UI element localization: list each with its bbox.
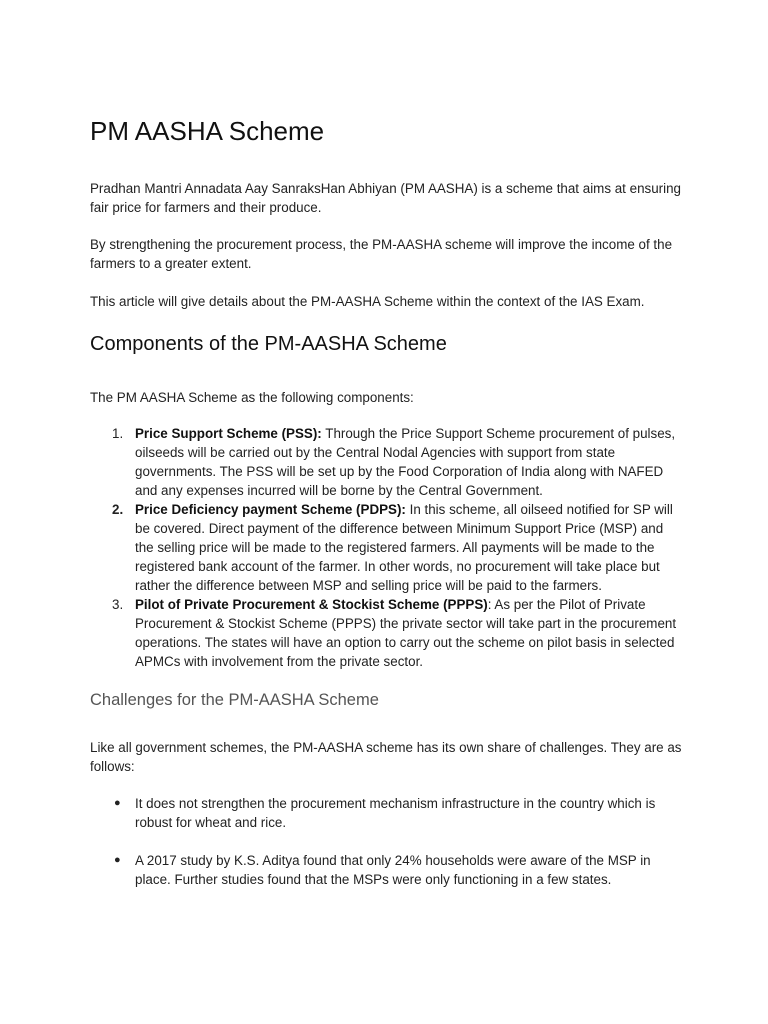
list-item-text: Through the Price Support Scheme procurement of pulses, oilseeds will be carried out by the Central Nodal Agencies with support from state governments. The PSS will be set up by the Food Corporation of India along with NAFED and any expenses incurred will be borne by the Central Government. [135, 426, 676, 498]
list-item-text: : As per the Pilot of Private Procurement & Stockist Scheme (PPPS) the private sector will take part in the procurement operations. The states will have an option to carry out the scheme on pilot basis in selected APMCs with involvement from the private sector. [135, 597, 677, 669]
list-item-term: Pilot of Private Procurement & Stockist Scheme (PPPS) [135, 597, 488, 612]
list-item-pss [90, 424, 682, 500]
list-item-term: Price Deficiency payment Scheme (PDPS): [135, 502, 406, 517]
bullet-icon: ● [114, 797, 121, 809]
challenges-list-item-2 [90, 851, 682, 889]
list-item-ppps [90, 595, 682, 671]
document-title: PM AASHA Scheme [90, 116, 325, 146]
list-item-text: In this scheme, all oilseed notified for SP will be covered. Direct payment of the difference between Minimum Support Price (MSP) and the selling price will be made to the registered farmers. All payments will be made to the registered bank account of the farmer. In other words, no procurement will take place but rather the difference between MSP and selling price will be paid to the farmers. [135, 502, 673, 593]
list-item-text: A 2017 study by K.S. Aditya found that only 24% households were aware of the MSP in place. Further studies found that the MSPs were only functioning in a few states. [135, 853, 651, 887]
list-number: 1. [112, 426, 124, 441]
list-number: 3. [112, 597, 124, 612]
list-item-text: It does not strengthen the procurement mechanism infrastructure in the country which is robust for wheat and rice. [135, 796, 656, 830]
list-item [90, 794, 682, 832]
bullet-icon: ● [114, 854, 121, 866]
list-item-term: Price Support Scheme (PSS): [135, 426, 322, 441]
intro-paragraph-1: Pradhan Mantri Annadata Aay SanraksHan Abhiyan (PM AASHA) is a scheme that aims at ensuring fair price for farmers and their produce. [90, 181, 681, 215]
list-item [90, 851, 682, 889]
components-lead: The PM AASHA Scheme as the following components: [90, 390, 414, 405]
components-list [90, 424, 682, 671]
challenges-heading: Challenges for the PM-AASHA Scheme [90, 691, 379, 709]
list-item-pdps [90, 500, 682, 595]
intro-paragraph-3: This article will give details about the PM-AASHA Scheme within the context of the IAS Exam. [90, 294, 645, 309]
challenges-lead: Like all government schemes, the PM-AASHA scheme has its own share of challenges. They are as follows: [90, 740, 682, 774]
intro-paragraph-2: By strengthening the procurement process, the PM-AASHA scheme will improve the income of the farmers to a greater extent. [90, 237, 673, 271]
list-number: 2. [112, 502, 124, 517]
components-heading: Components of the PM-AASHA Scheme [90, 333, 447, 355]
challenges-list-item-1 [90, 794, 682, 832]
